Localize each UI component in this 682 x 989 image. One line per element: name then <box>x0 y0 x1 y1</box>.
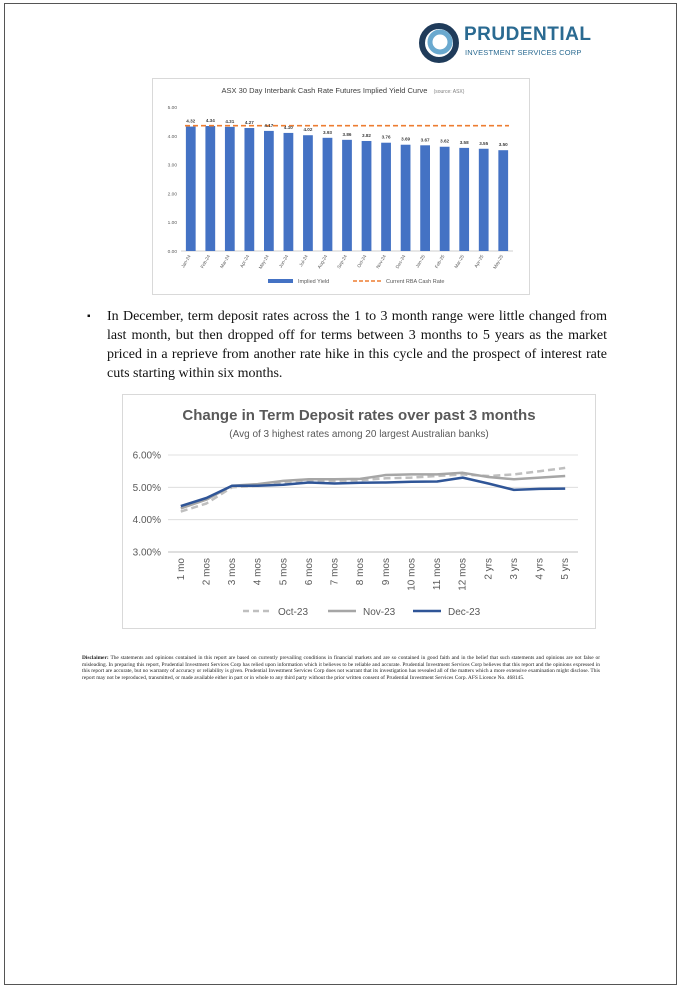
chart1-xtick-label: Jul-24 <box>298 254 309 268</box>
cash-rate-futures-svg <box>153 79 529 294</box>
company-logo <box>418 22 593 64</box>
chart1-xtick-label: Jun-24 <box>277 254 290 269</box>
disclaimer-label: Disclaimer: <box>82 655 109 661</box>
logo-name: PRUDENTIAL <box>464 24 592 45</box>
chart1-bar <box>186 127 196 251</box>
chart1-bar <box>459 148 469 251</box>
chart1-ytick-label: 2.00 <box>167 192 177 198</box>
chart1-bar <box>362 141 372 251</box>
chart1-value-label: 4.32 <box>186 118 196 124</box>
chart1-title-main: ASX 30 Day Interbank Cash Rate Futures Implied Yield Curve <box>221 86 428 95</box>
chart2-subtitle: (Avg of 3 highest rates among 20 largest Australian banks) <box>229 429 489 440</box>
chart1-bar <box>303 135 313 251</box>
chart1-legend-rba: Current RBA Cash Rate <box>386 279 445 285</box>
cash-rate-futures-chart <box>152 78 530 295</box>
chart2-xtick-label: 8 mos <box>355 558 367 586</box>
chart1-bar <box>205 126 215 251</box>
chart1-bar <box>225 127 235 251</box>
chart2-xtick-label: 6 mos <box>303 558 315 586</box>
chart1-xtick-label: Aug-24 <box>316 254 329 270</box>
chart1-bar <box>401 145 411 251</box>
chart1-legend-implied: Implied Yield <box>298 279 330 285</box>
chart1-value-label: 3.67 <box>420 137 430 143</box>
chart1-xtick-label: Sep-24 <box>336 254 348 270</box>
chart2-xtick-label: 2 mos <box>201 558 213 586</box>
disclaimer <box>82 655 600 681</box>
chart1-value-label: 4.17 <box>264 122 274 128</box>
chart1-xtick-label: Nov-24 <box>375 254 387 270</box>
chart1-value-label: 3.62 <box>440 138 450 144</box>
chart2-xtick-label: 4 mos <box>252 558 264 586</box>
chart1-xtick-label: Jan-24 <box>180 254 192 269</box>
chart1-xtick-label: Mar-25 <box>453 254 466 270</box>
chart1-bar <box>479 149 489 251</box>
chart1-value-label: 4.27 <box>244 120 254 126</box>
chart2-legend <box>243 607 481 618</box>
chart2-xtick-label: 5 yrs <box>560 558 572 580</box>
chart1-xtick-label: Jan-25 <box>414 254 426 269</box>
chart1-ytick-label: 0.00 <box>167 250 177 255</box>
chart1-ytick-label: 3.00 <box>167 163 177 169</box>
chart2-xtick-label: 3 yrs <box>508 558 520 580</box>
chart1-value-label: 3.76 <box>381 134 391 140</box>
chart1-xtick-label: Feb-25 <box>433 254 446 270</box>
chart1-bar <box>420 145 430 251</box>
chart2-series-line-nov-23 <box>181 473 565 509</box>
chart1-title <box>222 86 465 95</box>
chart1-value-label: 3.58 <box>459 139 469 145</box>
chart1-value-label: 3.50 <box>498 142 508 148</box>
chart2-legend-oct: Oct-23 <box>278 607 309 618</box>
chart1-xtick-label: Dec-24 <box>394 254 407 270</box>
chart1-value-label: 4.34 <box>205 118 215 124</box>
chart1-value-label: 3.82 <box>362 132 372 138</box>
chart1-value-label: 3.86 <box>342 131 352 137</box>
chart2-legend-nov: Nov-23 <box>363 607 396 618</box>
chart1-legend <box>268 279 444 285</box>
chart2-xtick-label: 10 mos <box>406 558 418 591</box>
chart2-series-line-dec-23 <box>181 478 565 507</box>
chart2-xtick-label: 12 mos <box>457 558 469 591</box>
chart1-source-note: (source: ASX) <box>433 89 465 95</box>
chart1-xtick-label: Apr-24 <box>238 254 251 269</box>
chart2-xtick-label: 3 mos <box>227 558 239 586</box>
chart2-ytick-label: 5.00% <box>132 482 161 494</box>
chart1-bar <box>244 128 254 251</box>
chart2-xtick-label: 4 yrs <box>534 558 546 580</box>
chart1-xtick-label: May-25 <box>492 254 505 270</box>
chart2-xtick-label: 2 yrs <box>483 558 495 580</box>
chart1-value-label: 4.02 <box>303 127 313 133</box>
chart2-ytick-label: 3.00% <box>132 547 161 559</box>
chart1-ytick-label: 5.00 <box>167 106 177 111</box>
chart1-xtick-label: Mar-24 <box>219 254 231 270</box>
chart1-value-label: 4.31 <box>225 118 235 124</box>
chart1-bar <box>440 147 450 251</box>
chart1-ytick-label: 4.00 <box>167 134 177 140</box>
commentary-text: In December, term deposit rates across the 1 to 3 month range were little changed from last month, but then dropped off for terms between 3 months to 5 years as the market priced in a reprieve from another rate hike in this cycle and the prospect of interest rate cuts starting within six months. <box>107 309 607 381</box>
chart1-legend-bar-swatch <box>268 279 293 283</box>
chart1-value-label: 3.93 <box>322 129 332 135</box>
chart2-xtick-label: 9 mos <box>380 558 392 586</box>
chart2-axis-group <box>133 451 578 591</box>
chart1-xtick-label: Feb-24 <box>199 254 212 270</box>
term-deposit-svg <box>123 395 595 628</box>
chart1-value-label: 4.10 <box>283 124 293 130</box>
chart1-bar <box>342 140 352 251</box>
disclaimer-text: The statements and opinions contained in this report are based on currently prevailing conditions in financial markets and are so contained in good faith and in the belief that such statements and opinions are not false or misleading. In preparing this report, Prudential Investment Services Corp has relied upon information which it believes to be reliable and accurate. Prudential Investment Services Corp believes that this report and the opinions expressed in this report are accurate, but no warranty of accuracy or reliability is given. Prudential Investment Services Corp does not warrant that its investigation has revealed all of the matters which a more extensive examination might disclose. This report may not be reproduced, transmitted, or made available either in part or in whole to any third party without the prior written consent of Prudential Investment Services Corp. AFS Licence No. 468145. <box>82 655 600 681</box>
chart1-xtick-label: Oct-24 <box>356 254 368 269</box>
chart2-xtick-label: 1 mo <box>175 558 187 581</box>
chart1-bar <box>323 138 333 251</box>
chart1-value-label: 3.69 <box>401 136 411 142</box>
chart1-value-label: 3.55 <box>479 140 489 146</box>
chart2-title: Change in Term Deposit rates over past 3 months <box>182 407 536 424</box>
bullet-square-icon: ▪ <box>87 311 91 322</box>
logo-subtitle: INVESTMENT SERVICES CORP <box>465 48 582 57</box>
chart1-bar <box>498 150 508 251</box>
chart2-series-line-oct-23 <box>181 468 565 512</box>
chart1-bar <box>284 133 294 251</box>
chart2-xtick-label: 5 mos <box>278 558 290 586</box>
term-deposit-chart <box>122 394 596 629</box>
chart2-lines-group <box>181 468 565 512</box>
chart2-xtick-label: 7 mos <box>329 558 341 586</box>
chart1-bar <box>264 131 274 251</box>
chart1-xtick-label: May-24 <box>257 254 270 270</box>
chart2-legend-dec: Dec-23 <box>448 607 481 618</box>
chart1-ytick-label: 1.00 <box>167 221 177 227</box>
chart2-ytick-label: 6.00% <box>132 450 161 462</box>
chart1-bar <box>381 143 391 251</box>
chart2-ytick-label: 4.00% <box>132 515 161 527</box>
chart1-xtick-label: Apr-25 <box>473 254 485 269</box>
chart2-xtick-label: 11 mos <box>432 558 444 591</box>
logo-ring-icon <box>418 22 460 64</box>
